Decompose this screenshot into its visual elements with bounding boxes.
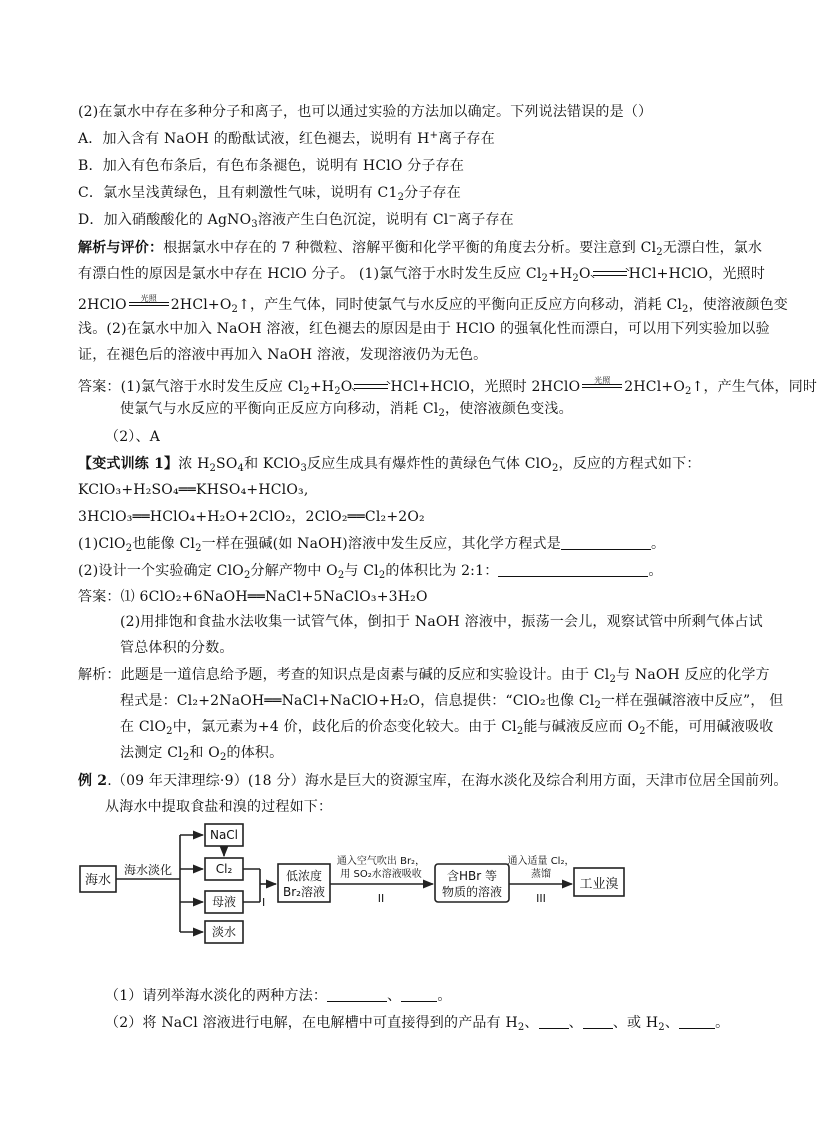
light-condition-arrow-icon: 光照 bbox=[127, 294, 171, 312]
example2-line-1: 例 2.（09 年天津理综·9）(18 分）海水是巨大的资源宝库，在海水淡化及综合利用方面，天津市位居全国前列。 bbox=[78, 773, 788, 789]
answer-line-1: 答案：(1)氯气溶于水时发生反应 $Cl_2+H_2O$ HCl+HClO，光照时 2HClO 光照 $2HCl+O_2↑$，产生气体，同时 bbox=[78, 376, 817, 397]
step-2-note-1: 通入空气吹出 Br₂， bbox=[336, 856, 426, 867]
example2-question-1: （1）请列举海水淡化的两种方法： 、 。 bbox=[105, 988, 452, 1004]
step-2-note-2: 用 SO₂水溶液吸收 bbox=[340, 869, 422, 880]
analysis-line-1: 解析与评价：根据氯水中存在的 7 种微粒、溶解平衡和化学平衡的角度去分析。要注意到 $Cl_2$无漂白性，氯水 bbox=[78, 240, 763, 258]
step-3-note-2: 蒸馏 bbox=[531, 869, 551, 880]
answer2-line-1: 答案：⑴ 6ClO₂+6NaOH══NaCl+5NaClO₃+3H₂O bbox=[78, 589, 428, 605]
analysis2-line-4: 法测定 $Cl_2$和 $O_2$的体积。 bbox=[120, 745, 284, 763]
answer-blank[interactable] bbox=[583, 1014, 613, 1029]
option-d: D．加入硝酸酸化的 AgNO$_3$溶液产生白色沉淀，说明有 Cl−离子存在 bbox=[78, 211, 514, 230]
step-3-label: III bbox=[536, 892, 546, 905]
answer-blank[interactable] bbox=[561, 535, 651, 550]
low-br2-label-2: Br₂溶液 bbox=[283, 885, 325, 899]
answer-line-3: （2）、A bbox=[105, 429, 161, 445]
analysis2-line-3: 在 ClO$_2$中，氯元素为+4 价，歧化后的价态变化较大。由于 $Cl_2$能与碱液反应而 $O_2$不能，可用碱液吸收 bbox=[120, 719, 774, 737]
low-br2-label-1: 低浓度 bbox=[285, 869, 323, 883]
fresh-water-label: 淡水 bbox=[211, 925, 237, 939]
answer-blank[interactable] bbox=[401, 987, 437, 1002]
cl2-label: Cl₂ bbox=[215, 862, 233, 876]
answer2-line-3: 管总体积的分数。 bbox=[120, 640, 234, 656]
seawater-flowchart bbox=[78, 822, 638, 950]
answer-blank[interactable] bbox=[327, 987, 387, 1002]
reversible-arrow-icon bbox=[591, 266, 629, 280]
analysis-line-3: 2HClO 光照 $2HCl+O_2↑$，产生气体，同时使氯气与水反应的平衡向正反应方向移动，消耗 $Cl_2$，使溶液颜色变 bbox=[78, 294, 789, 315]
industrial-bromine-label: 工业溴 bbox=[579, 877, 619, 892]
option-a: A．加入含有 NaOH 的酚酞试液，红色褪去，说明有 H+离子存在 bbox=[78, 130, 495, 147]
option-b: B．加入有色布条后，有色布条褪色，说明有 HClO 分子存在 bbox=[78, 158, 465, 174]
equation-2: 3HClO₃══HClO₄+H₂O+2ClO₂，2ClO₂══Cl₂+2O₂ bbox=[78, 509, 425, 525]
mother-liquor-label: 母液 bbox=[211, 895, 237, 909]
variant-question-2: (2)设计一个实验确定 ClO$_2$分解产物中 $O_2$与 $Cl_2$的体积比为 2:1： 。 bbox=[78, 563, 663, 581]
answer2-line-2: (2)用排饱和食盐水法收集一试管气体，倒扣于 NaOH 溶液中，振荡一会儿，观察试管中所剩气体占试 bbox=[120, 614, 763, 630]
analysis-line-4: 浅。(2)在氯水中加入 NaOH 溶液，红色褪去的原因是由于 HClO 的强氧化性而漂白，可以用下列实验加以验 bbox=[78, 321, 770, 337]
analysis2-line-2: 程式是：Cl₂+2NaOH══NaCl+NaClO+H₂O，信息提供：“ClO₂也像 $Cl_2$一样在强碱溶液中反应”， 但 bbox=[120, 693, 784, 711]
analysis2-line-1: 解析：此题是一道信息给予题，考查的知识点是卤素与碱的反应和实验设计。由于 $Cl_2$与 NaOH 反应的化学方 bbox=[78, 667, 770, 685]
desal-label: 海水淡化 bbox=[123, 863, 173, 877]
light-condition-arrow-icon: 光照 bbox=[580, 376, 624, 394]
variant-intro: 【变式训练 1】浓 $H_2SO_4$和 KClO$_3$反应生成具有爆炸性的黄绿色气体 ClO$_2$，反应的方程式如下： bbox=[78, 456, 701, 474]
equation-1: KClO₃+H₂SO₄══KHSO₄+HClO₃, bbox=[78, 482, 309, 498]
example2-question-2: （2）将 NaCl 溶液进行电解，在电解槽中可直接得到的产品有 $H_2$、 、 、或 $H_2$、 。 bbox=[105, 1015, 730, 1033]
nacl-label: NaCl bbox=[209, 828, 239, 842]
seawater-label: 海水 bbox=[84, 873, 112, 888]
hbr-label-2: 物质的溶液 bbox=[441, 885, 503, 899]
step-3-note-1: 通入适量 Cl₂， bbox=[507, 856, 575, 867]
analysis-line-2: 有漂白性的原因是氯水中存在 HClO 分子。 (1)氯气溶于水时发生反应 $Cl_2+H_2O$ HCl+HClO，光照时 bbox=[78, 266, 766, 284]
answer-blank[interactable] bbox=[539, 1014, 569, 1029]
variant-question-1: (1)ClO$_2$也能像 $Cl_2$一样在强碱(如 NaOH)溶液中发生反应，其化学方程式是 。 bbox=[78, 536, 666, 554]
analysis-line-5: 证，在褪色后的溶液中再加入 NaOH 溶液，发现溶液仍为无色。 bbox=[78, 347, 488, 363]
answer-blank[interactable] bbox=[498, 562, 648, 577]
step-2-label: II bbox=[377, 892, 385, 905]
question-stem: (2)在氯水中存在多种分子和离子，也可以通过实验的方法加以确定。下列说法错误的是（） bbox=[78, 104, 653, 120]
answer-blank[interactable] bbox=[679, 1014, 715, 1029]
example2-line-2: 从海水中提取食盐和溴的过程如下： bbox=[105, 799, 333, 815]
option-c: C．氯水呈浅黄绿色，且有刺激性气味，说明有 $C1_2$分子存在 bbox=[78, 185, 461, 203]
answer-line-2: 使氯气与水反应的平衡向正反应方向移动，消耗 $Cl_2$，使溶液颜色变浅。 bbox=[120, 401, 573, 419]
reversible-arrow-icon bbox=[352, 379, 390, 393]
hbr-label-1: 含HBr 等 bbox=[446, 869, 498, 883]
step-1-label: I bbox=[262, 896, 266, 909]
